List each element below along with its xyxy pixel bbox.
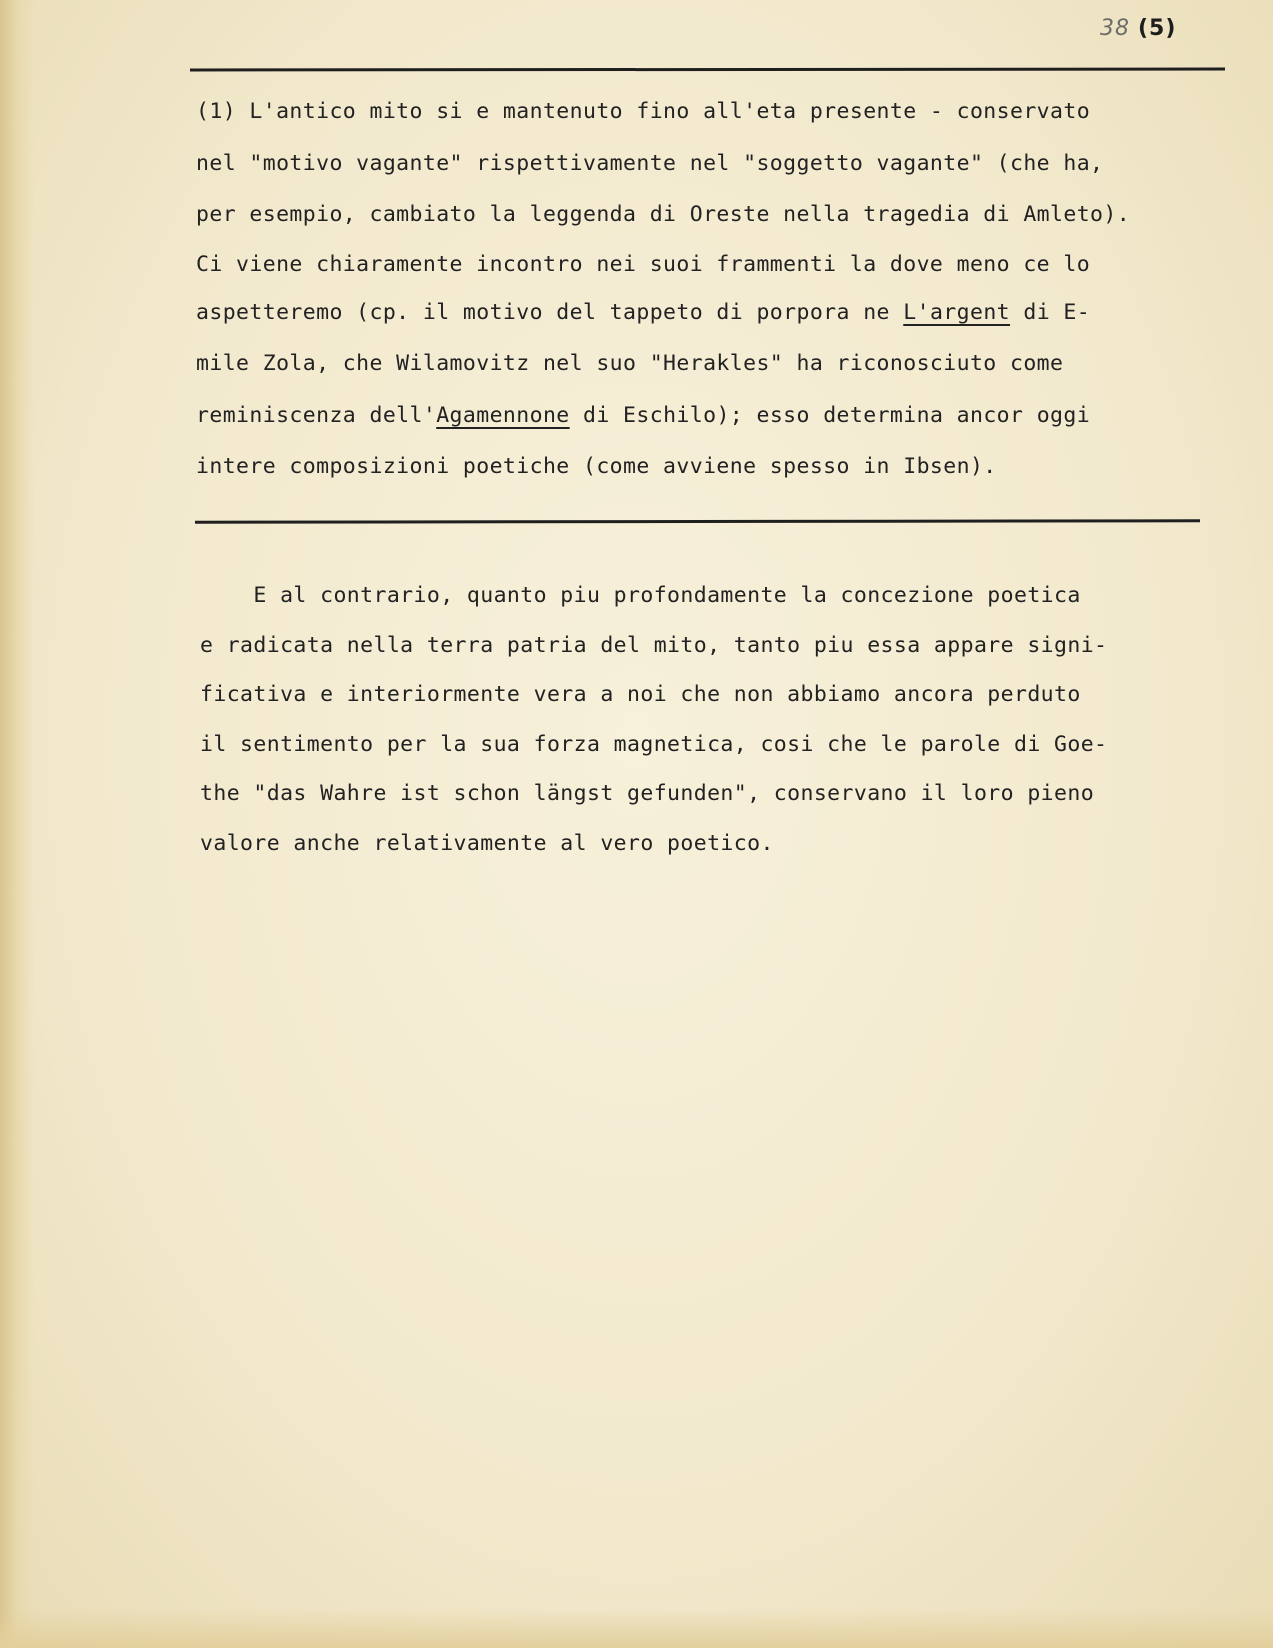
footnote-line-6: mile Zola, che Wilamovitz nel suo "Herakles" ha riconosciuto come [196,351,1064,376]
paper-edge-left [0,0,34,1648]
footnote-line-8: intere composizioni poetiche (come avviene spesso in Ibsen). [196,454,997,479]
footnote-line-4: Ci viene chiaramente incontro nei suoi frammenti la dove meno ce lo [196,252,1091,277]
page-number-pencil: 38 [1100,16,1130,41]
body-line-2: e radicata nella terra patria del mito, tanto piu essa appare signi- [200,633,1108,658]
title-agamennone: Agamennone [436,403,570,428]
body-line-1: E al contrario, quanto piu profondamente la concezione poetica [200,583,1081,608]
footnote-bottom-rule [195,519,1200,523]
title-l-argent: L'argent [903,300,1011,325]
body-line-5: the "das Wahre ist schon längst gefunden", conservano il loro pieno [200,781,1095,806]
footnote-line-7-post: di Eschilo); esso determina ancor oggi [569,403,1091,428]
page-number [1100,16,1176,41]
footnote-line-3: per esempio, cambiato la leggenda di Oreste nella tragedia di Amleto). [196,202,1131,227]
footnote-line-7 [196,405,1090,427]
footnote-line-5-pre: aspetteremo (cp. il motivo del tappeto di porpora ne [196,300,904,325]
footnote-line-7-pre: reminiscenza dell' [196,403,437,428]
footnote-line-5 [196,302,1090,324]
page-number-typed: (5) [1138,16,1177,41]
footnote-top-rule [190,68,1225,72]
footnote-line-5-post: di E- [1010,300,1091,325]
body-line-3: ficativa e interiormente vera a noi che non abbiamo ancora perduto [200,682,1081,707]
body-line-6: valore anche relativamente al vero poetico. [200,831,774,856]
footnote-line-1: (1) L'antico mito si e mantenuto fino all'eta presente - conservato [196,99,1091,124]
footnote-line-2: nel "motivo vagante" rispettivamente nel "soggetto vagante" (che ha, [196,151,1104,176]
body-line-4: il sentimento per la sua forza magnetica, cosi che le parole di Goe- [200,732,1108,757]
paper-edge-bottom [0,1608,1273,1648]
